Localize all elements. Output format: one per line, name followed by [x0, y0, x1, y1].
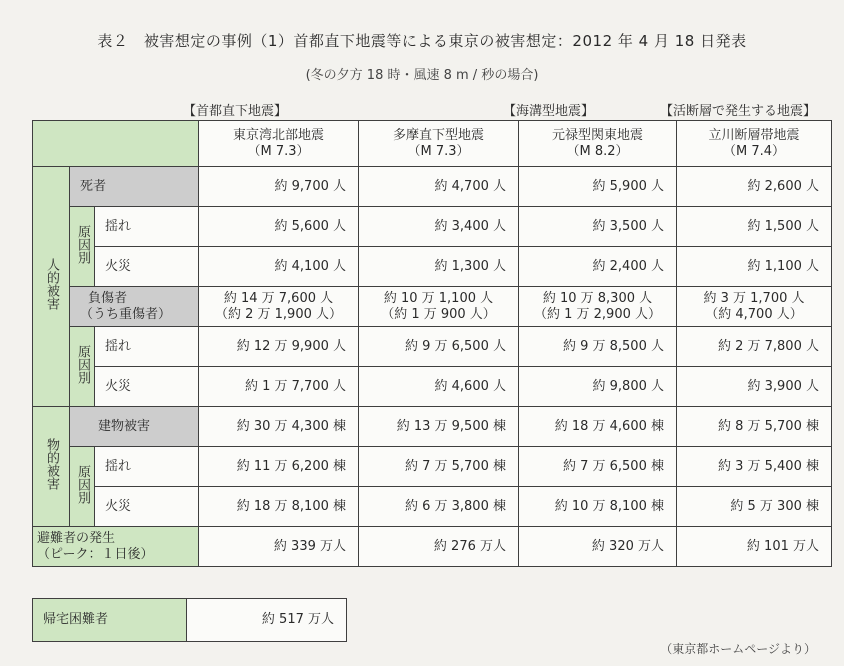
cell-fusho-kasai-2: 約 4,600 人: [359, 367, 519, 407]
cell-shisha-3: 約 5,900 人: [519, 167, 677, 207]
cell-tatemono-yure-3: 約 7 万 6,500 棟: [519, 447, 677, 487]
cell-shisha-kasai-2: 約 1,300 人: [359, 247, 519, 287]
quake-magnitude: （M 7.3）: [407, 143, 470, 159]
cell-shisha-1: 約 9,700 人: [199, 167, 359, 207]
cell-tatemono-yure-1: 約 11 万 6,200 棟: [199, 447, 359, 487]
group-gen-in-1: [70, 207, 95, 287]
row-label-fushosha: [70, 287, 199, 327]
jushosha-value: （約 1 万 2,900 人）: [533, 306, 662, 322]
damage-table: [32, 120, 832, 567]
cell-tatemono-kasai-3: 約 10 万 8,100 棟: [519, 487, 677, 527]
row-label-shisha-kasai: 火災: [95, 247, 199, 287]
cell-tatemono-2: 約 13 万 9,500 棟: [359, 407, 519, 447]
quake-name: 元禄型関東地震: [551, 127, 643, 143]
table-row: [33, 207, 832, 247]
cell-shisha-yure-3: 約 3,500 人: [519, 207, 677, 247]
cell-fushosha-3: [519, 287, 677, 327]
group-jinteki-label: 人的被害: [44, 258, 59, 310]
jushosha-value: （約 4,700 人）: [705, 306, 803, 322]
fushosha-value: 約 14 万 7,600 人: [223, 290, 334, 306]
table-row: [33, 287, 832, 327]
cell-fushosha-4: [677, 287, 832, 327]
cell-shisha-kasai-4: 約 1,100 人: [677, 247, 832, 287]
cell-shisha-4: 約 2,600 人: [677, 167, 832, 207]
quake-name: 立川断層帯地震: [708, 127, 800, 143]
quake-magnitude: （M 7.3）: [247, 143, 310, 159]
row-label-kitaku: 帰宅困難者: [33, 599, 187, 642]
header-quake-2: [359, 121, 519, 167]
row-label-fusho-yure: 揺れ: [95, 327, 199, 367]
cell-fushosha-2: [359, 287, 519, 327]
cell-shisha-kasai-1: 約 4,100 人: [199, 247, 359, 287]
cell-tatemono-yure-4: 約 3 万 5,400 棟: [677, 447, 832, 487]
table-row: [33, 407, 832, 447]
cell-shisha-yure-4: 約 1,500 人: [677, 207, 832, 247]
group-jinteki: [33, 167, 70, 407]
quake-name: 東京湾北部地震: [232, 127, 324, 143]
group-gen-in-2: [70, 327, 95, 407]
header-corner: [33, 121, 199, 167]
cell-tatemono-kasai-4: 約 5 万 300 棟: [677, 487, 832, 527]
cell-fusho-yure-2: 約 9 万 6,500 人: [359, 327, 519, 367]
cell-shisha-kasai-3: 約 2,400 人: [519, 247, 677, 287]
cell-fusho-yure-1: 約 12 万 9,900 人: [199, 327, 359, 367]
table-row: [33, 367, 832, 407]
table-row: [33, 447, 832, 487]
row-label-fusho-kasai: 火災: [95, 367, 199, 407]
source-note: （東京都ホームページより）: [660, 642, 816, 656]
quake-magnitude: （M 8.2）: [566, 143, 629, 159]
cell-tatemono-4: 約 8 万 5,700 棟: [677, 407, 832, 447]
header-quake-4: [677, 121, 832, 167]
cell-fusho-kasai-1: 約 1 万 7,700 人: [199, 367, 359, 407]
table-row: [33, 527, 832, 567]
table-row: [33, 167, 832, 207]
group-gen-in-label: 原因別: [75, 464, 90, 504]
cell-tatemono-yure-2: 約 7 万 5,700 棟: [359, 447, 519, 487]
cell-tatemono-kasai-1: 約 18 万 8,100 棟: [199, 487, 359, 527]
hinan-label: 避難者の発生: [37, 530, 116, 546]
cell-shisha-yure-1: 約 5,600 人: [199, 207, 359, 247]
category-kaiko: 【海溝型地震】: [503, 104, 595, 119]
fushosha-label: 負傷者: [88, 290, 128, 306]
category-shuto: 【首都直下地震】: [183, 104, 288, 119]
table-subtitle: (冬の夕方 18 時・風速 8 m / 秒の場合): [305, 68, 539, 83]
jushosha-label: （うち重傷者）: [80, 306, 172, 322]
group-gen-in-3: [70, 447, 95, 527]
quake-magnitude: （M 7.4）: [722, 143, 786, 159]
header-quake-3: [519, 121, 677, 167]
row-label-shisha-yure: 揺れ: [95, 207, 199, 247]
cell-fusho-yure-4: 約 2 万 7,800 人: [677, 327, 832, 367]
fushosha-value: 約 3 万 1,700 人: [703, 290, 805, 306]
row-label-hinan: [33, 527, 199, 567]
jushosha-value: （約 2 万 1,900 人）: [214, 306, 343, 322]
row-label-tatemono-yure: 揺れ: [95, 447, 199, 487]
header-row: [33, 121, 832, 167]
cell-hinan-2: 約 276 万人: [359, 527, 519, 567]
cell-fusho-kasai-3: 約 9,800 人: [519, 367, 677, 407]
table-title: 表２ 被害想定の事例（1）首都直下地震等による東京の被害想定：2012 年 4 月 18 日発表: [97, 32, 747, 50]
table-row: [33, 327, 832, 367]
cell-shisha-yure-2: 約 3,400 人: [359, 207, 519, 247]
cell-hinan-3: 約 320 万人: [519, 527, 677, 567]
hinan-peak-label: （ピーク：１日後）: [37, 546, 154, 562]
table-row: [33, 599, 347, 642]
group-gen-in-label: 原因別: [75, 344, 90, 384]
cell-tatemono-1: 約 30 万 4,300 棟: [199, 407, 359, 447]
jushosha-value: （約 1 万 900 人）: [381, 306, 496, 322]
cell-fushosha-1: [199, 287, 359, 327]
table-row: [33, 487, 832, 527]
quake-name: 多摩直下型地震: [392, 127, 484, 143]
group-gen-in-label: 原因別: [75, 224, 90, 264]
category-katsudanso: 【活断層で発生する地震】: [660, 104, 817, 119]
cell-hinan-4: 約 101 万人: [677, 527, 832, 567]
header-quake-1: [199, 121, 359, 167]
row-label-tatemono: 建物被害: [70, 407, 199, 447]
fushosha-value: 約 10 万 1,100 人: [383, 290, 494, 306]
table-row: [33, 247, 832, 287]
group-butteki-label: 物的被害: [44, 438, 59, 490]
cell-tatemono-kasai-2: 約 6 万 3,800 棟: [359, 487, 519, 527]
cell-shisha-2: 約 4,700 人: [359, 167, 519, 207]
group-butteki: [33, 407, 70, 527]
cell-fusho-yure-3: 約 9 万 8,500 人: [519, 327, 677, 367]
cell-fusho-kasai-4: 約 3,900 人: [677, 367, 832, 407]
cell-kitaku: 約 517 万人: [187, 599, 347, 642]
kitaku-table: [32, 598, 347, 642]
cell-hinan-1: 約 339 万人: [199, 527, 359, 567]
cell-tatemono-3: 約 18 万 4,600 棟: [519, 407, 677, 447]
fushosha-value: 約 10 万 8,300 人: [542, 290, 653, 306]
row-label-tatemono-kasai: 火災: [95, 487, 199, 527]
row-label-shisha: 死者: [70, 167, 199, 207]
